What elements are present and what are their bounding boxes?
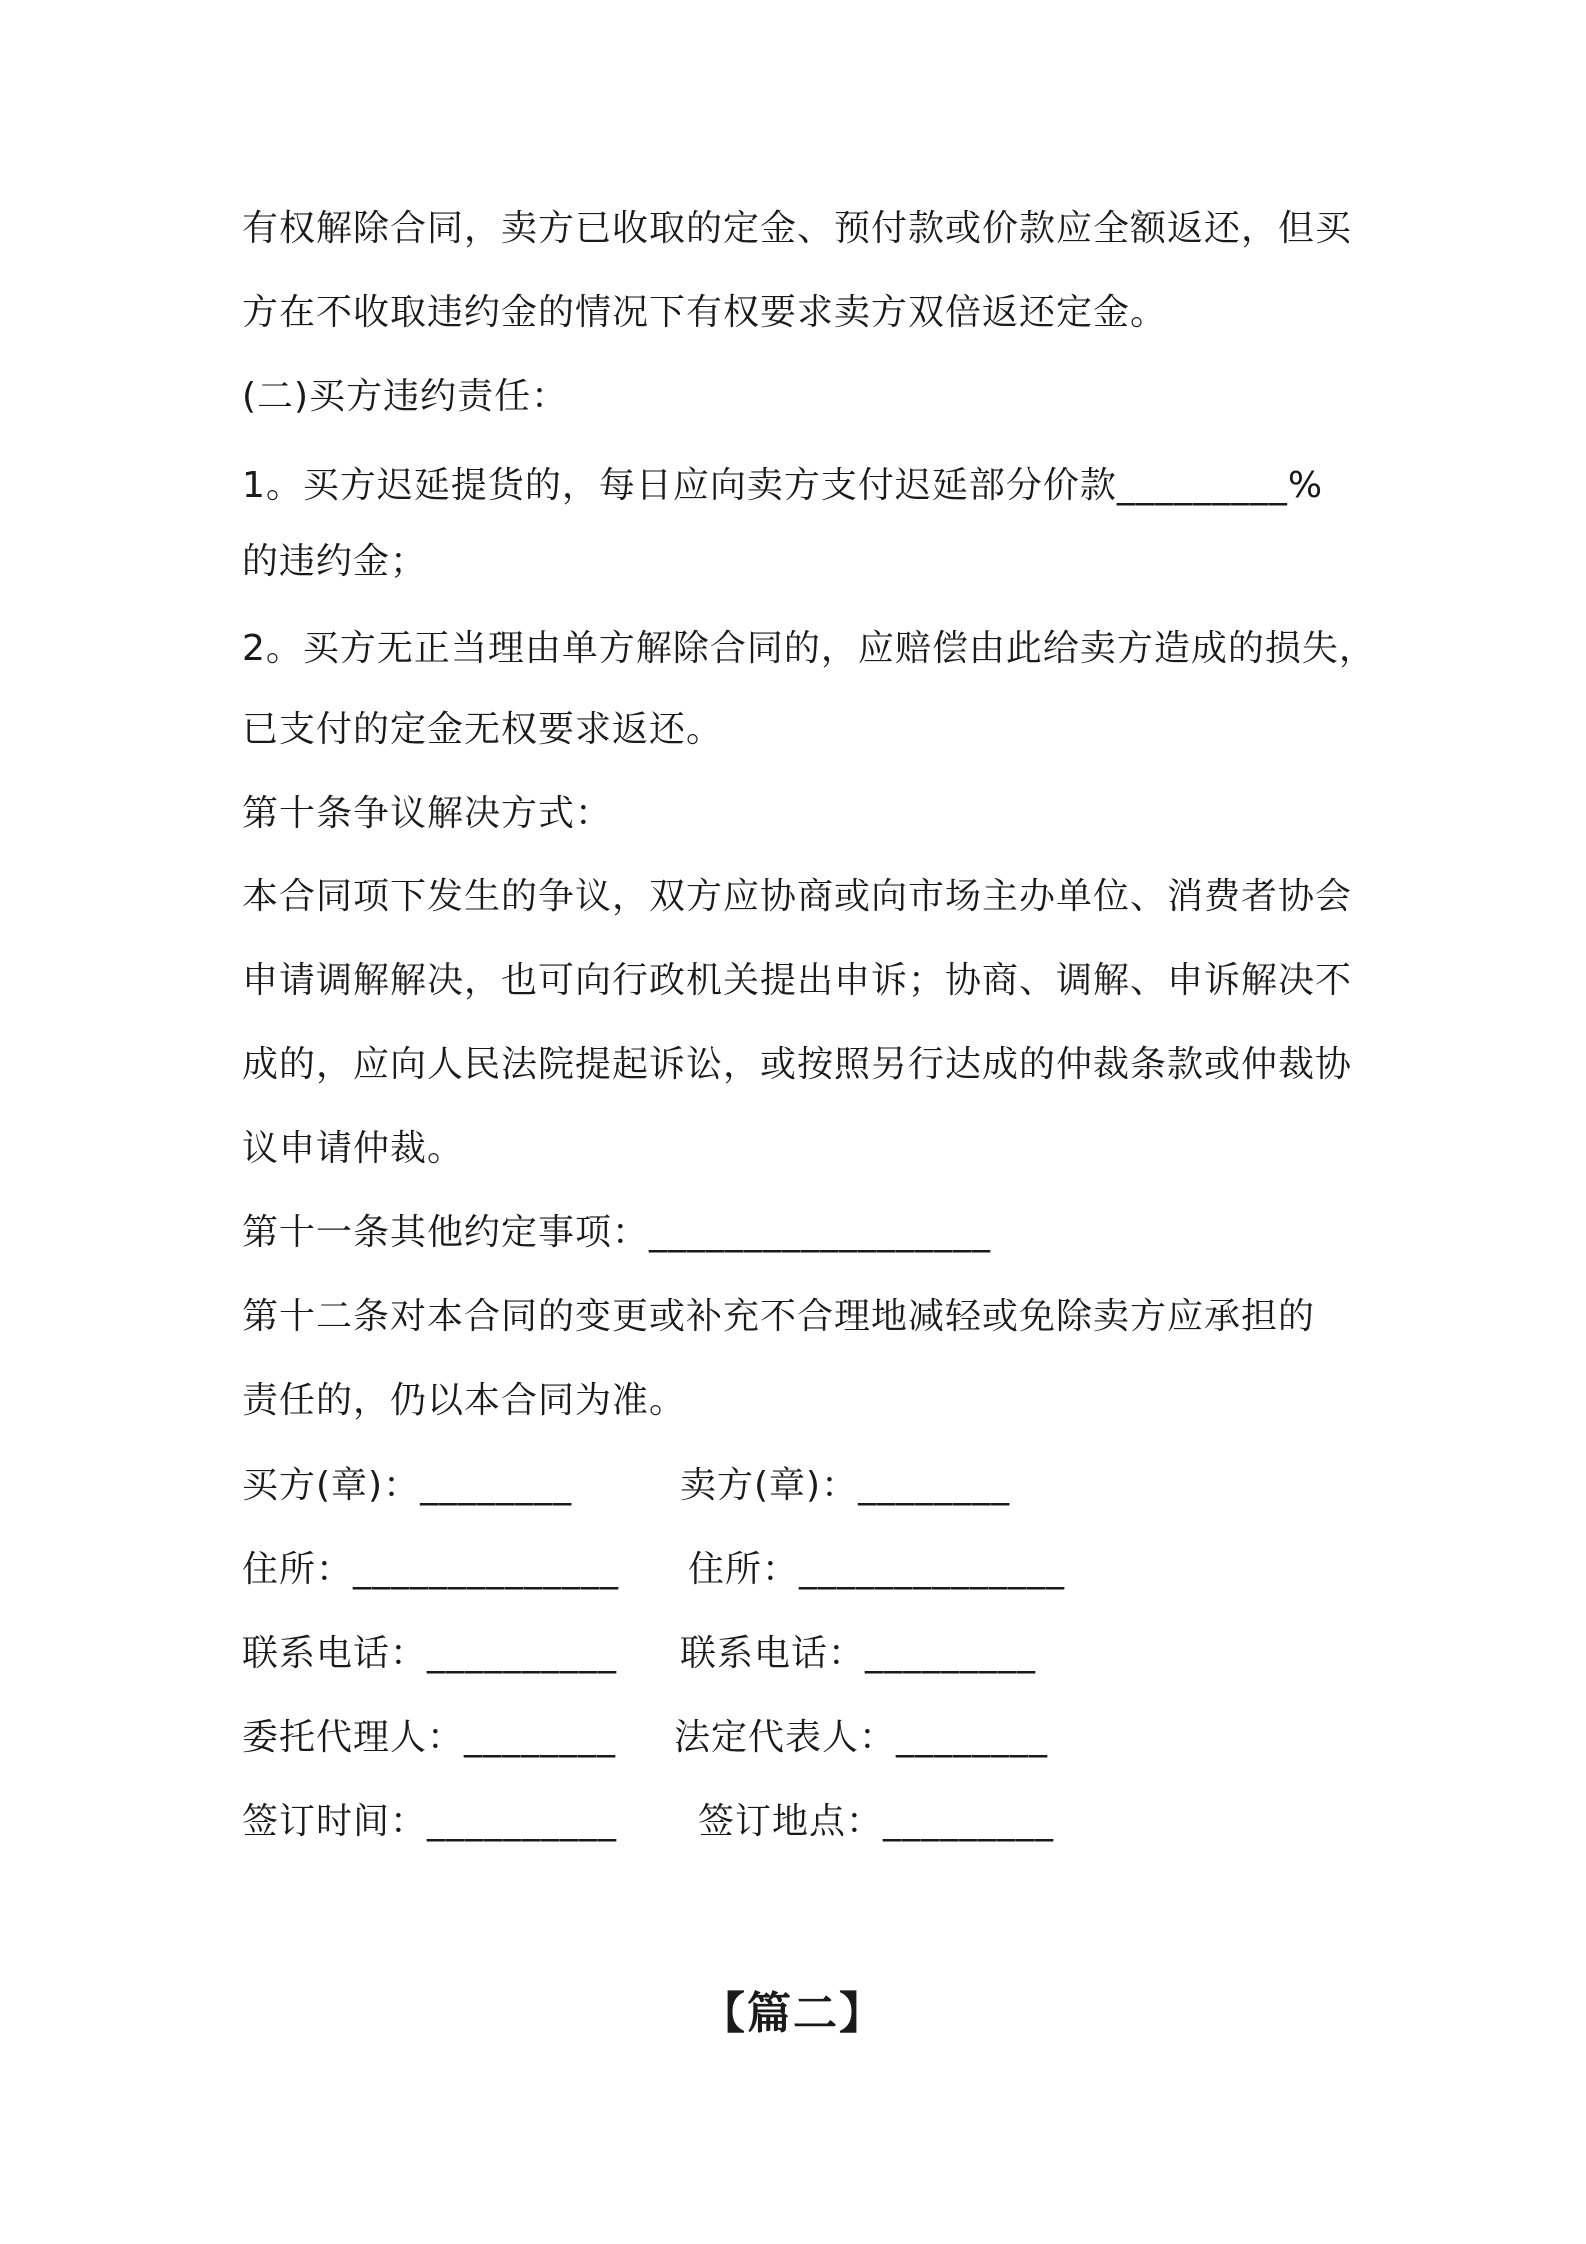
buyer-agent-field: 委托代理人：________ [242, 1717, 617, 1758]
paragraph-line: 1。买方迟延提货的，每日应向卖方支付迟延部分价款_________% [242, 465, 1324, 506]
article-title: 第十二条对本合同的变更或补充不合理地减轻或免除卖方应承担的 [242, 1296, 1316, 1337]
seller-seal-field: 卖方(章)：________ [680, 1465, 1011, 1506]
paragraph-line: 成的，应向人民法院提起诉讼，或按照另行达成的仲裁条款或仲裁协 [242, 1044, 1353, 1085]
paragraph-line: 有权解除合同，卖方已收取的定金、预付款或价款应全额返还，但买 [242, 208, 1353, 249]
signature-row [242, 1546, 1342, 1594]
paragraph-line: 责任的，仍以本合同为准。 [242, 1380, 687, 1421]
paragraph-line: 申请调解解决，也可向行政机关提出申诉；协商、调解、申诉解决不 [242, 960, 1353, 1001]
paragraph-line: 已支付的定金无权要求返还。 [242, 709, 724, 750]
signature-row [242, 1462, 1342, 1510]
seller-address-field: 住所：______________ [688, 1549, 1066, 1590]
article-title: 第十一条其他约定事项：__________________ [242, 1212, 992, 1253]
subsection-title: (二)买方违约责任： [242, 376, 569, 417]
buyer-phone-field: 联系电话：__________ [242, 1633, 618, 1674]
paragraph-line: 议申请仲裁。 [242, 1128, 465, 1169]
section-heading: 【篇二】 [701, 1988, 885, 2039]
signature-row [242, 1798, 1342, 1846]
sign-place-field: 签订地点：_________ [698, 1801, 1055, 1842]
paragraph-line: 方在不收取违约金的情况下有权要求卖方双倍返还定金。 [242, 292, 1168, 333]
seller-phone-field: 联系电话：_________ [680, 1633, 1037, 1674]
paragraph-line: 的违约金； [242, 541, 428, 582]
sign-date-field: 签订时间：__________ [242, 1801, 618, 1842]
article-title: 第十条争议解决方式： [242, 793, 613, 834]
signature-row [242, 1714, 1342, 1762]
signature-row [242, 1630, 1342, 1678]
paragraph-line: 2。买方无正当理由单方解除合同的，应赔偿由此给卖方造成的损失， [242, 628, 1376, 669]
buyer-address-field: 住所：______________ [242, 1549, 620, 1590]
buyer-seal-field: 买方(章)：________ [242, 1465, 573, 1506]
paragraph-line: 本合同项下发生的争议，双方应协商或向市场主办单位、消费者协会 [242, 876, 1353, 917]
seller-representative-field: 法定代表人：________ [674, 1717, 1049, 1758]
